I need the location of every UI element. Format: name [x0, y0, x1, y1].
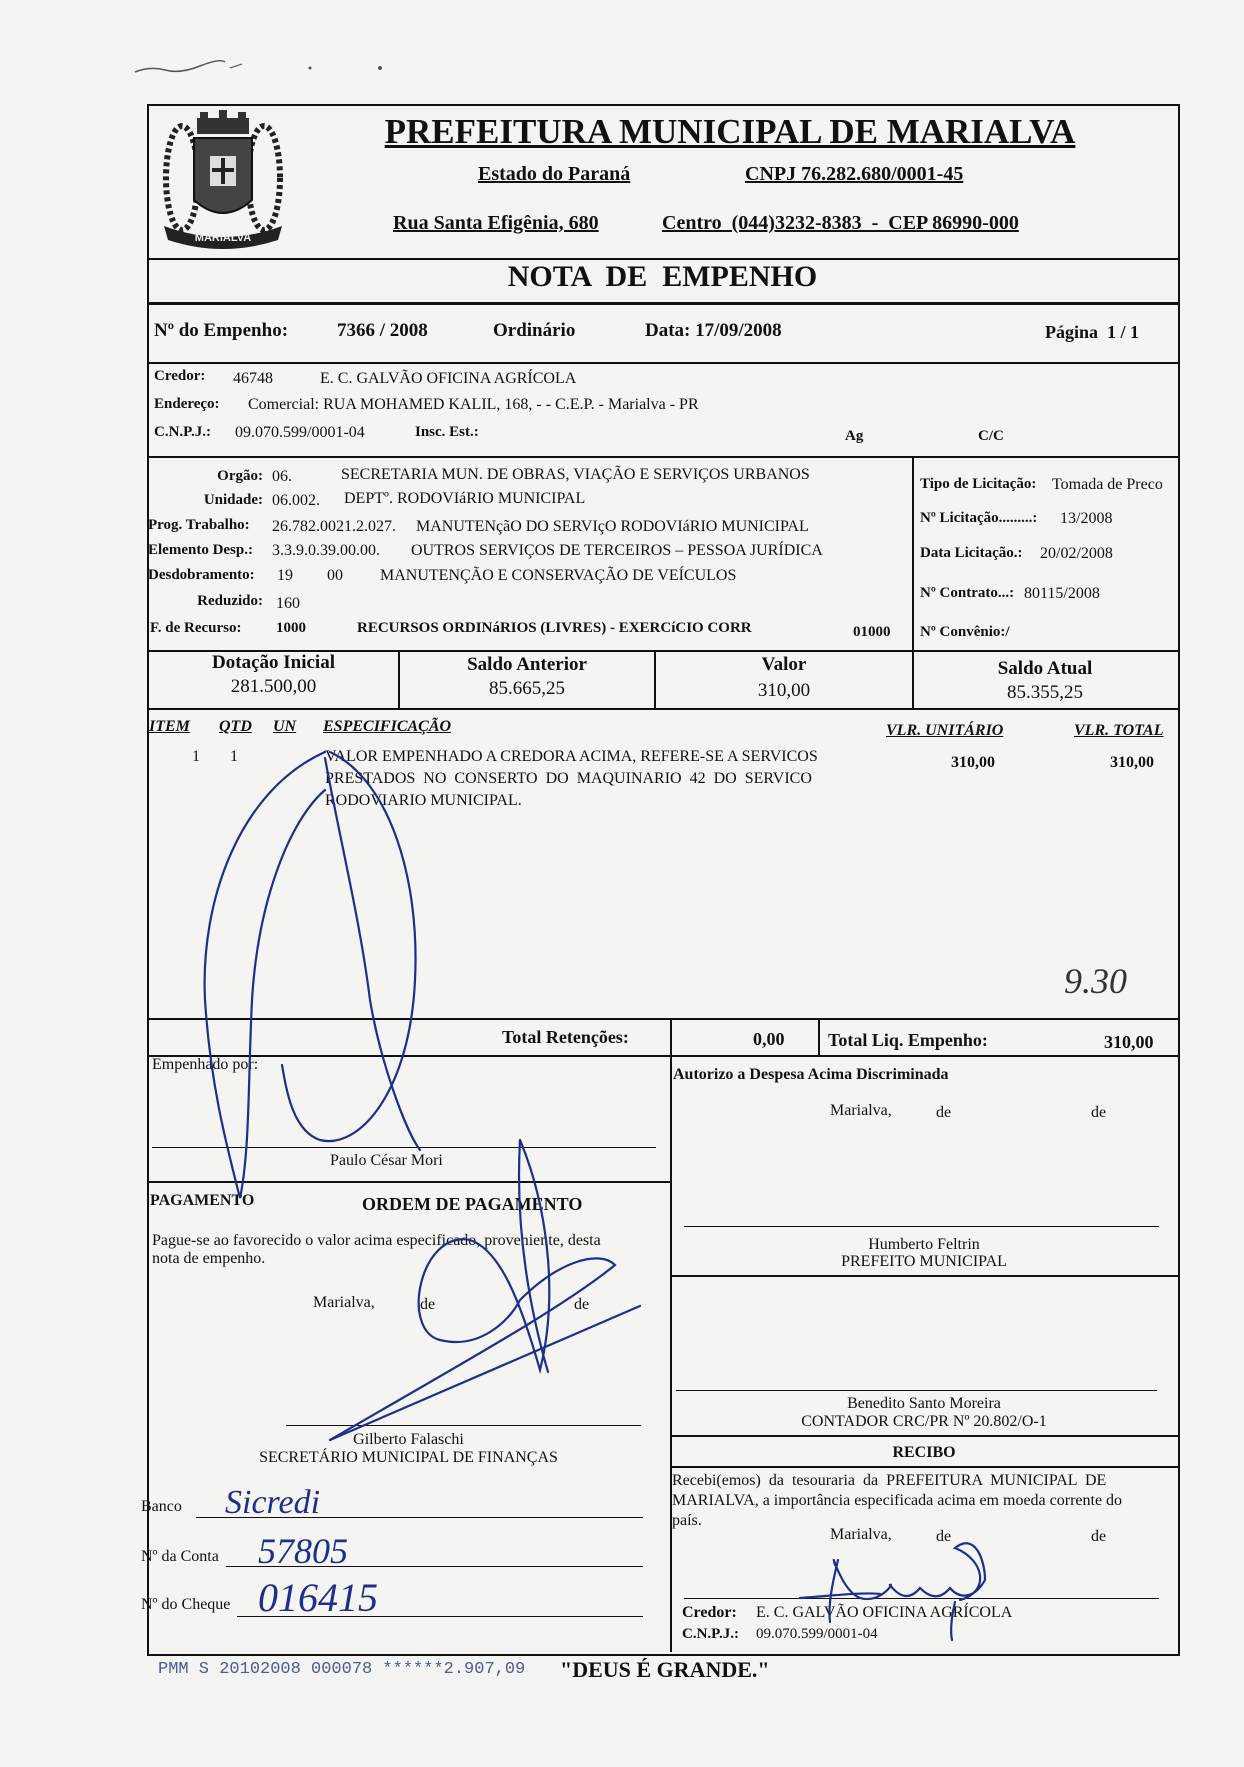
col-spec: ESPECIFICAÇÃO: [323, 718, 452, 735]
credor-code: 46748: [233, 370, 273, 387]
autorizo-city: Marialva,: [830, 1102, 892, 1119]
dotacao-value: 281.500,00: [230, 676, 317, 697]
desdobramento-sub: 00: [327, 567, 343, 584]
elemento-code: 3.3.9.0.39.00.00.: [272, 542, 380, 559]
secretario-name: Gilberto Falaschi: [353, 1431, 464, 1448]
tipo-licitacao-label: Tipo de Licitação:: [920, 476, 1037, 492]
municipal-crest: [152, 108, 294, 256]
total-liq-value: 310,00: [1104, 1032, 1154, 1052]
dotacao-label: Dotação Inicial: [212, 652, 335, 673]
licitacao-num-label: Nº Licitação.........:: [920, 510, 1038, 526]
pagamento-de-1: de: [420, 1296, 436, 1313]
recibo-cnpj: 09.070.599/0001-04: [756, 1626, 878, 1642]
handwritten-annotation: 9.30: [1064, 961, 1127, 1001]
page-title: PREFEITURA MUNICIPAL DE MARIALVA: [384, 112, 1076, 151]
conta-value: 57805: [258, 1531, 348, 1571]
pagamento-label: PAGAMENTO: [150, 1192, 255, 1209]
recurso-label: F. de Recurso:: [150, 620, 242, 636]
empenhado-label: Empenhado por:: [152, 1056, 259, 1073]
pagamento-text-2: nota de empenho.: [152, 1250, 266, 1267]
empenho-date: Data: 17/09/2008: [645, 320, 782, 341]
saldo-anterior-value: 85.665,25: [489, 678, 565, 699]
col-item: ITEM: [149, 718, 190, 735]
credor-address: Comercial: RUA MOHAMED KALIL, 168, - - C.E.P. - Marialva - PR: [248, 396, 699, 413]
cc-label: C/C: [978, 428, 1004, 444]
autorizo-de-2: de: [1091, 1104, 1107, 1121]
elemento-label: Elemento Desp.:: [148, 542, 253, 558]
crest-text: MARIALVA: [194, 232, 252, 244]
header-cnpj: CNPJ 76.282.680/0001-45: [745, 163, 964, 185]
ag-label: Ag: [845, 428, 864, 444]
row-item: 1: [192, 748, 200, 765]
row-spec-3: RODOVIARIO MUNICIPAL.: [325, 792, 522, 809]
credor-cnpj: 09.070.599/0001-04: [235, 424, 365, 441]
recibo-city: Marialva,: [830, 1526, 892, 1543]
data-licitacao: 20/02/2008: [1040, 545, 1113, 562]
row-spec-2: PRESTADOS NO CONSERTO DO MAQUINARIO 42 DO SERVICO: [325, 770, 812, 787]
cheque-value: 016415: [258, 1575, 378, 1620]
data-licitacao-label: Data Licitação.:: [920, 545, 1023, 561]
insc-est-label: Insc. Est.:: [415, 424, 479, 440]
orgao-label: Orgão:: [217, 468, 263, 484]
prog-label: Prog. Trabalho:: [148, 517, 250, 533]
recibo-text-2: MARIALVA, a importância especificada acima em moeda corrente do: [672, 1492, 1123, 1509]
elemento-desc: OUTROS SERVIÇOS DE TERCEIROS – PESSOA JURÍDICA: [411, 542, 823, 559]
unidade-desc: DEPTº. RODOVIáRIO MUNICIPAL: [344, 490, 586, 507]
licitacao-num: 13/2008: [1060, 510, 1113, 527]
col-un: UN: [273, 718, 297, 735]
recibo-text-1: Recebi(emos) da tesouraria da PREFEITURA MUNICIPAL DE: [672, 1472, 1107, 1489]
desdobramento-desc: MANUTENÇÃO E CONSERVAÇÃO DE VEÍCULOS: [380, 567, 737, 584]
document-title: NOTA DE EMPENHO: [507, 260, 818, 293]
cheque-label: Nº do Cheque: [141, 1596, 231, 1613]
desdobramento-code: 19: [277, 567, 293, 584]
unidade-label: Unidade:: [203, 492, 263, 508]
contador-title: CONTADOR CRC/PR Nº 20.802/O-1: [801, 1413, 1047, 1430]
recibo-credor-label: Credor:: [682, 1604, 737, 1621]
header-district-phone: Centro (044)3232-8383 - CEP 86990-000: [662, 212, 1019, 234]
saldo-atual-label: Saldo Atual: [997, 658, 1093, 679]
orgao-code: 06.: [272, 468, 292, 485]
footer-motto: "DEUS É GRANDE.": [560, 1657, 770, 1682]
prog-desc: MANUTENçãO DO SERVIçO RODOVIáRIO MUNICIPAL: [416, 518, 809, 535]
col-qtd: QTD: [219, 718, 252, 735]
contrato-label: Nº Contrato...:: [920, 585, 1015, 601]
empenho-type: Ordinário: [493, 320, 576, 341]
total-retencoes-value: 0,00: [753, 1029, 785, 1049]
contador-name: Benedito Santo Moreira: [847, 1395, 1001, 1412]
desdobramento-label: Desdobramento:: [148, 567, 255, 583]
reduzido-code: 160: [276, 595, 300, 612]
autorizo-de-1: de: [936, 1104, 952, 1121]
recurso-desc: RECURSOS ORDINáRIOS (LIVRES) - EXERCíCIO CORR: [357, 620, 752, 636]
processing-stamp: PMM S 20102008 000078 ******2.907,09: [158, 1660, 526, 1679]
credor-label: Credor:: [154, 368, 206, 384]
empenho-number: 7366 / 2008: [337, 320, 428, 341]
row-qtd: 1: [230, 748, 238, 765]
row-total: 310,00: [1110, 754, 1154, 771]
scan-marks: [130, 52, 390, 82]
empenho-label: Nº do Empenho:: [154, 320, 289, 341]
state-name: Estado do Paraná: [478, 163, 631, 185]
valor-value: 310,00: [757, 680, 811, 701]
autorizo-label: Autorizo a Despesa Acima Discriminada: [673, 1066, 949, 1083]
saldo-anterior-label: Saldo Anterior: [467, 654, 587, 675]
tipo-licitacao: Tomada de Preco: [1052, 476, 1163, 493]
empenhado-name: Paulo César Mori: [330, 1152, 443, 1169]
recurso-code: 1000: [276, 620, 306, 636]
header-address: Rua Santa Efigênia, 680: [393, 212, 599, 234]
recibo-credor: E. C. GALVÃO OFICINA AGRÍCOLA: [756, 1604, 1013, 1621]
credor-cnpj-label: C.N.P.J.:: [154, 424, 211, 440]
pagamento-text-1: Pague-se ao favorecido o valor acima especificado, proveniente, desta: [152, 1232, 601, 1249]
recibo-label: RECIBO: [892, 1444, 956, 1461]
credor-name: E. C. GALVÃO OFICINA AGRÍCOLA: [320, 370, 577, 387]
row-spec-1: VALOR EMPENHADO A CREDORA ACIMA, REFERE-SE A SERVICOS: [325, 748, 818, 765]
banco-label: Banco: [141, 1498, 182, 1515]
valor-label: Valor: [761, 654, 807, 675]
col-total: VLR. TOTAL: [1074, 722, 1164, 739]
prefeito-name: Humberto Feltrin: [868, 1236, 980, 1253]
convenio-label: Nº Convênio:/: [920, 624, 1010, 640]
recurso-num: 01000: [853, 624, 891, 640]
col-unit: VLR. UNITÁRIO: [886, 722, 1004, 739]
recibo-cnpj-label: C.N.P.J.:: [682, 1626, 739, 1642]
banco-value: Sicredi: [225, 1484, 321, 1521]
secretario-title: SECRETÁRIO MUNICIPAL DE FINANÇAS: [259, 1449, 558, 1466]
total-liq-label: Total Liq. Empenho:: [828, 1030, 988, 1050]
ordem-pagamento-label: ORDEM DE PAGAMENTO: [362, 1194, 583, 1214]
address-label: Endereço:: [154, 396, 220, 412]
total-retencoes-label: Total Retenções:: [502, 1027, 629, 1047]
recibo-de-2: de: [1091, 1528, 1107, 1545]
row-unit: 310,00: [951, 754, 995, 771]
orgao-desc: SECRETARIA MUN. DE OBRAS, VIAÇÃO E SERVIÇOS URBANOS: [341, 466, 810, 483]
recibo-text-3: país.: [672, 1512, 702, 1529]
conta-label: Nº da Conta: [141, 1548, 219, 1565]
prefeito-title: PREFEITO MUNICIPAL: [841, 1253, 1007, 1270]
reduzido-label: Reduzido:: [197, 593, 263, 609]
unidade-code: 06.002.: [272, 492, 320, 509]
saldo-atual-value: 85.355,25: [1007, 682, 1083, 703]
pagamento-de-2: de: [574, 1296, 590, 1313]
recibo-de-1: de: [936, 1528, 952, 1545]
pagamento-city: Marialva,: [313, 1294, 375, 1311]
prog-code: 26.782.0021.2.027.: [272, 518, 396, 535]
page-number: Página 1 / 1: [1045, 322, 1140, 342]
contrato-num: 80115/2008: [1024, 585, 1100, 602]
